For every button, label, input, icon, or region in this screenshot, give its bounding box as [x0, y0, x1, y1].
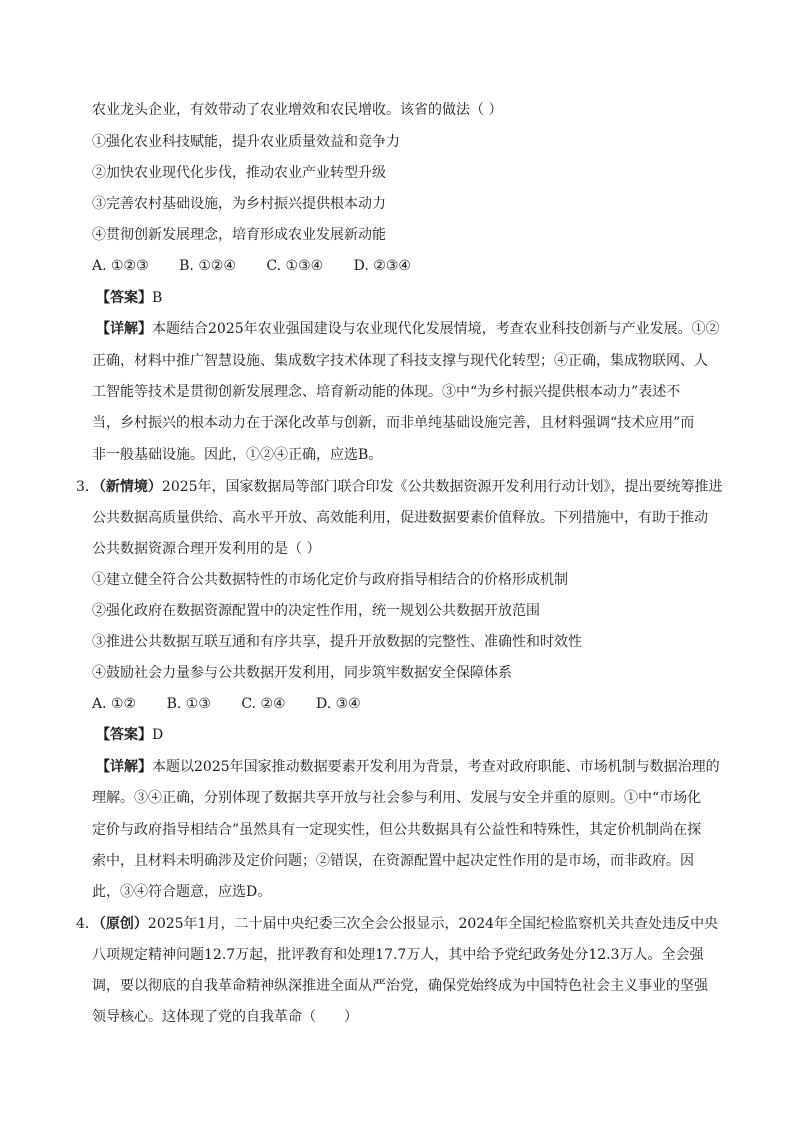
q3-analysis-label: 【详解】: [96, 759, 152, 775]
q4-stem-line-2: 八项规定精神问题12.7万起，批评教育和处理17.7万人，其中给予党纪政务处分12.3万人。全会强: [92, 947, 704, 963]
q3-analysis-text-1: 本题以2025年国家推动数据要素开发利用为背景，考查对政府职能、市场机制与数据治理的: [152, 759, 720, 775]
q3-analysis-line-2: 理解。③④正确，分别体现了数据共享开放与社会参与利用、发展与安全并重的原则。①中“市场化: [92, 790, 702, 806]
q2-option-d: D. ②③④: [353, 258, 411, 274]
q3-option-c: C. ②④: [241, 696, 286, 712]
q3-item-1: ①建立健全符合公共数据特性的市场化定价与政府指导相结合的价格形成机制: [92, 572, 568, 588]
q3-stem-line-2: 公共数据高质量供给、高水平开放、高效能利用，促进数据要素价值释放。下列措施中，有助于推动: [92, 510, 708, 526]
q4-stem-line-3: 调，要以彻底的自我革命精神纵深推进全面从严治党，确保党始终成为中国特色社会主义事业的坚强: [92, 978, 708, 994]
q2-item-3: ③完善农村基础设施，为乡村振兴提供根本动力: [92, 196, 386, 212]
q2-answer: [96, 288, 162, 308]
q3-number: 3．: [76, 479, 99, 495]
q2-option-b: B. ①②④: [179, 258, 236, 274]
q3-analysis-line-1: [96, 757, 720, 777]
q3-item-3: ③推进公共数据互联互通和有序共享，提升开放数据的完整性、准确性和时效性: [92, 634, 582, 650]
q2-analysis-line-4: 当，乡村振兴的根本动力在于深化改革与创新，而非单纯基础设施完善，且材料强调“技术应用”而: [92, 415, 695, 431]
q4-number: 4．: [76, 916, 99, 932]
q2-option-c: C. ①③④: [266, 258, 324, 274]
q2-item-1: ①强化农业科技赋能，提升农业质量效益和竞争力: [92, 134, 400, 150]
q4-stem-line-1: [76, 914, 718, 934]
q2-analysis-label: 【详解】: [96, 321, 152, 337]
q3-analysis-line-3: 定价与政府指导相结合”虽然具有一定现实性，但公共数据具有公益性和特殊性，其定价机制尚在探: [92, 822, 702, 838]
q2-answer-label: 【答案】: [96, 290, 152, 306]
q2-analysis-line-1: [96, 319, 720, 339]
q4-stem-line-4: 领导核心。这体现了党的自我革命（ ）: [92, 1009, 358, 1025]
q2-analysis-line-2: 正确，材料中推广智慧设施、集成数字技术体现了科技支撑与现代化转型；④正确，集成物联网、人: [92, 353, 708, 369]
q2-item-2: ②加快农业现代化步伐，推动农业产业转型升级: [92, 165, 386, 181]
q2-stem-tail: 农业龙头企业，有效带动了农业增效和农民增收。该省的做法（ ）: [92, 102, 503, 118]
q3-option-b: B. ①③: [166, 696, 211, 712]
q3-tag: （新情境）: [98, 479, 162, 495]
q2-item-4: ④贯彻创新发展理念，培育形成农业发展新动能: [92, 227, 386, 243]
q2-options: [92, 256, 437, 276]
q3-stem-line-1: [76, 477, 723, 497]
q3-analysis-line-4: 索中，且材料未明确涉及定价问题；②错误，在资源配置中起决定性作用的是市场，而非政府。因: [92, 853, 694, 869]
q2-analysis-text-1: 本题结合2025年农业强国建设与农业现代化发展情境，考查农业科技创新与产业发展。①②: [152, 321, 720, 337]
q4-stem-text-1: 2025年1月，二十届中央纪委三次全会公报显示，2024年全国纪检监察机关共查处违反中央: [147, 916, 719, 932]
q3-option-d: D. ③④: [316, 696, 361, 712]
q3-answer: [96, 725, 163, 745]
q3-analysis-line-5: 此，③④符合题意，应选D。: [92, 884, 272, 900]
q3-item-2: ②强化政府在数据资源配置中的决定性作用，统一规划公共数据开放范围: [92, 603, 540, 619]
q2-answer-value: B: [152, 290, 163, 306]
q3-item-4: ④鼓励社会力量参与公共数据开发利用，同步筑牢数据安全保障体系: [92, 665, 512, 681]
q3-stem-line-3: 公共数据资源合理开发利用的是（ ）: [92, 541, 321, 557]
q2-analysis-line-3: 工智能等技术是贯彻创新发展理念、培育新动能的体现。③中“为乡村振兴提供根本动力”表述不: [92, 384, 681, 400]
q3-stem-text-1: 2025年，国家数据局等部门联合印发《公共数据资源开发利用行动计划》，提出要统筹推进: [161, 479, 723, 495]
q2-option-a: A. ①②③: [92, 258, 149, 274]
q3-option-a: A. ①②: [92, 696, 137, 712]
q2-analysis-line-5: 非一般基础设施。因此，①②④正确，应选B。: [92, 447, 383, 463]
q3-options: [92, 694, 387, 714]
q3-answer-label: 【答案】: [96, 727, 152, 743]
q4-tag: （原创）: [98, 916, 148, 932]
q3-answer-value: D: [152, 727, 164, 743]
